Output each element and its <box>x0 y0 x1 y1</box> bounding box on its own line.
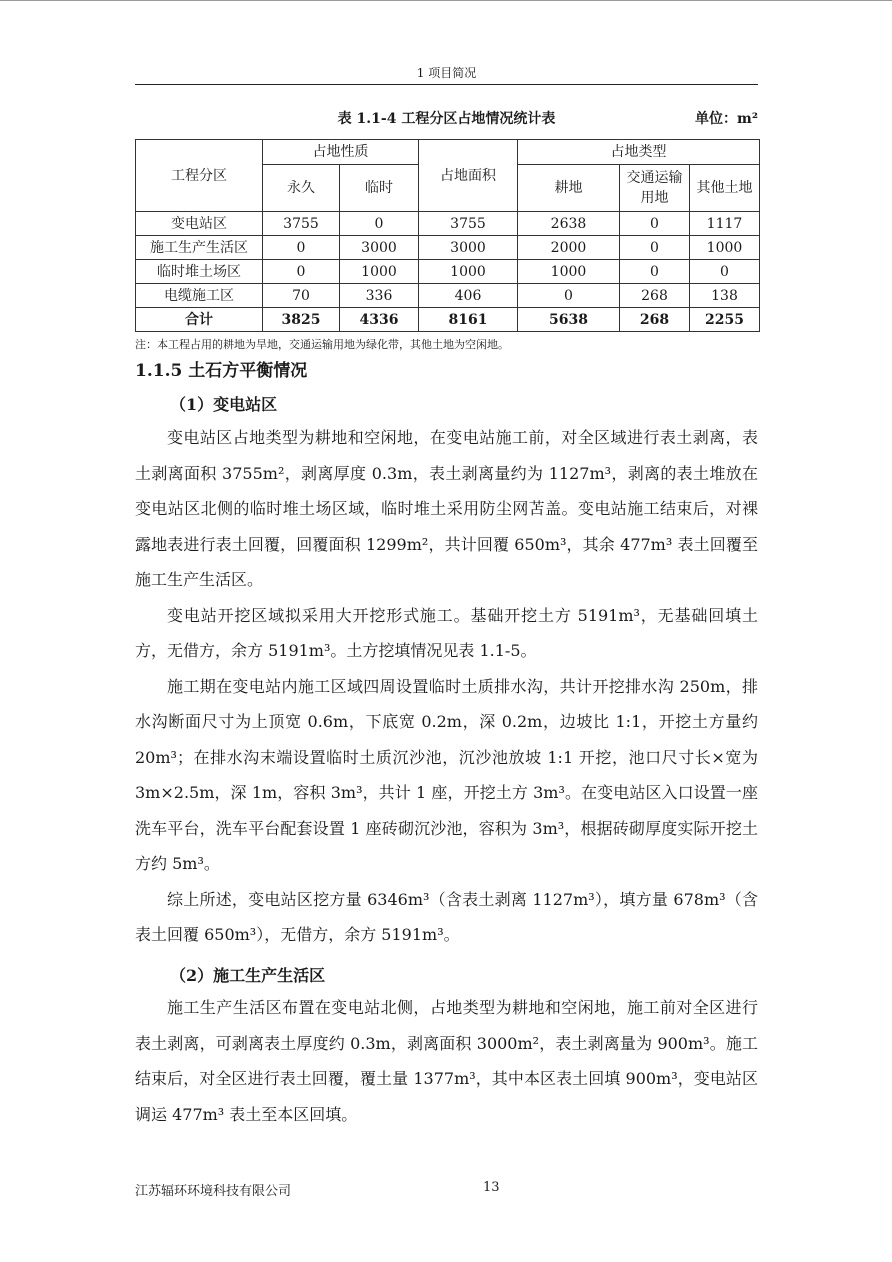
total-permanent: 3825 <box>263 308 340 332</box>
header-transport: 交通运输用地 <box>620 165 690 212</box>
total-other: 2255 <box>690 308 760 332</box>
paragraph: 变电站开挖区域拟采用大开挖形式施工。基础开挖土方 5191m³，无基础回填土方，无借方，余方 5191m³。土方挖填情况见表 1.1-5。 <box>135 605 758 660</box>
subsection-title-construction-camp: （2）施工生产生活区 <box>170 966 326 985</box>
table-note: 注：本工程占用的耕地为旱地，交通运输用地为绿化带，其他土地为空闲地。 <box>135 338 509 351</box>
construction-camp-text <box>135 990 758 1132</box>
cell-transport: 0 <box>620 212 690 236</box>
cell-area: 1000 <box>419 260 518 284</box>
table-caption: 表 1.1-4 工程分区占地情况统计表 <box>337 111 556 127</box>
cell-area: 3755 <box>419 212 518 236</box>
cell-area: 3000 <box>419 236 518 260</box>
table-row <box>136 260 760 284</box>
land-occupation-table <box>135 139 760 332</box>
header-zone: 工程分区 <box>136 140 263 212</box>
total-transport: 268 <box>620 308 690 332</box>
paragraph: 变电站区占地类型为耕地和空闲地，在变电站施工前，对全区域进行表土剥离，表土剥离面积 3755m²，剥离厚度 0.3m，表土剥离量约为 1127m³，剥离的表土堆放在变电站区北侧的临时堆土场区域，临时堆土采用防尘网苫盖。变电站施工结束后，对裸露地表进行表土回覆，回覆面积 1299m²，共计回覆 650m³，其余 477m³ 表土回覆至施工生产生活区。 <box>135 428 758 589</box>
cell-temporary: 0 <box>340 212 419 236</box>
header-nature: 占地性质 <box>263 140 419 165</box>
header-permanent: 永久 <box>263 165 340 212</box>
paragraph: 综上所述，变电站区挖方量 6346m³（含表土剥离 1127m³），填方量 678m³（含表土回覆 650m³），无借方，余方 5191m³。 <box>135 889 758 944</box>
total-area: 8161 <box>419 308 518 332</box>
cell-zone: 变电站区 <box>136 212 263 236</box>
table-unit: 单位：m² <box>695 111 758 127</box>
cell-zone: 电缆施工区 <box>136 284 263 308</box>
cell-permanent: 0 <box>263 236 340 260</box>
cell-zone: 施工生产生活区 <box>136 236 263 260</box>
total-temporary: 4336 <box>340 308 419 332</box>
cell-other: 1117 <box>690 212 760 236</box>
table-total-row <box>136 308 760 332</box>
cell-temporary: 1000 <box>340 260 419 284</box>
cell-cultivated: 1000 <box>518 260 620 284</box>
cell-transport: 0 <box>620 236 690 260</box>
table-row <box>136 236 760 260</box>
table-header-row-1 <box>136 140 760 165</box>
subsection-title-substation: （1）变电站区 <box>170 395 278 414</box>
footer-company: 江苏辐环环境科技有限公司 <box>135 1184 292 1199</box>
paragraph: 施工期在变电站内施工区域四周设置临时土质排水沟，共计开挖排水沟 250m，排水沟断面尺寸为上顶宽 0.6m，下底宽 0.2m，深 0.2m，边坡比 1:1，开挖土方量约 20m³；在排水沟末端设置临时土质沉沙池，沉沙池放坡 1:1 开挖，池口尺寸长×宽为 3m×2.5m，深 1m，容积 3m³，共计 1 座，开挖土方 3m³。在变电站区入口设置一座洗车平台，洗车平台配套设置 1 座砖砌沉沙池，容积为 3m³，根据砖砌厚度实际开挖土方约 5m³。 <box>135 676 758 873</box>
cell-other: 138 <box>690 284 760 308</box>
cell-temporary: 336 <box>340 284 419 308</box>
header-area: 占地面积 <box>419 140 518 212</box>
header-other: 其他土地 <box>690 165 760 212</box>
cell-permanent: 70 <box>263 284 340 308</box>
header-cultivated: 耕地 <box>518 165 620 212</box>
cell-temporary: 3000 <box>340 236 419 260</box>
cell-cultivated: 2638 <box>518 212 620 236</box>
cell-zone: 临时堆土场区 <box>136 260 263 284</box>
table-caption-row <box>135 108 758 128</box>
cell-transport: 0 <box>620 260 690 284</box>
paragraph: 施工生产生活区布置在变电站北侧，占地类型为耕地和空闲地，施工前对全区进行表土剥离，可剥离表土厚度约 0.3m，剥离面积 3000m²，表土剥离量为 900m³。施工结束后，对全区进行表土回覆，覆土量 1377m³，其中本区表土回填 900m³，变电站区调运 477m³ 表土至本区回填。 <box>135 998 758 1124</box>
cell-permanent: 0 <box>263 260 340 284</box>
cell-area: 406 <box>419 284 518 308</box>
section-title: 1.1.5 土石方平衡情况 <box>135 361 308 381</box>
header-rule <box>135 84 758 85</box>
cell-other: 1000 <box>690 236 760 260</box>
table-row <box>136 284 760 308</box>
total-label: 合计 <box>136 308 263 332</box>
substation-text <box>135 420 758 953</box>
cell-transport: 268 <box>620 284 690 308</box>
cell-cultivated: 0 <box>518 284 620 308</box>
running-header: 1 项目简况 <box>416 66 477 80</box>
cell-cultivated: 2000 <box>518 236 620 260</box>
header-type: 占地类型 <box>518 140 760 165</box>
header-temporary: 临时 <box>340 165 419 212</box>
page-number: 13 <box>483 1180 500 1195</box>
cell-other: 0 <box>690 260 760 284</box>
cell-permanent: 3755 <box>263 212 340 236</box>
page-top-border <box>0 0 892 1</box>
total-cultivated: 5638 <box>518 308 620 332</box>
table-row <box>136 212 760 236</box>
